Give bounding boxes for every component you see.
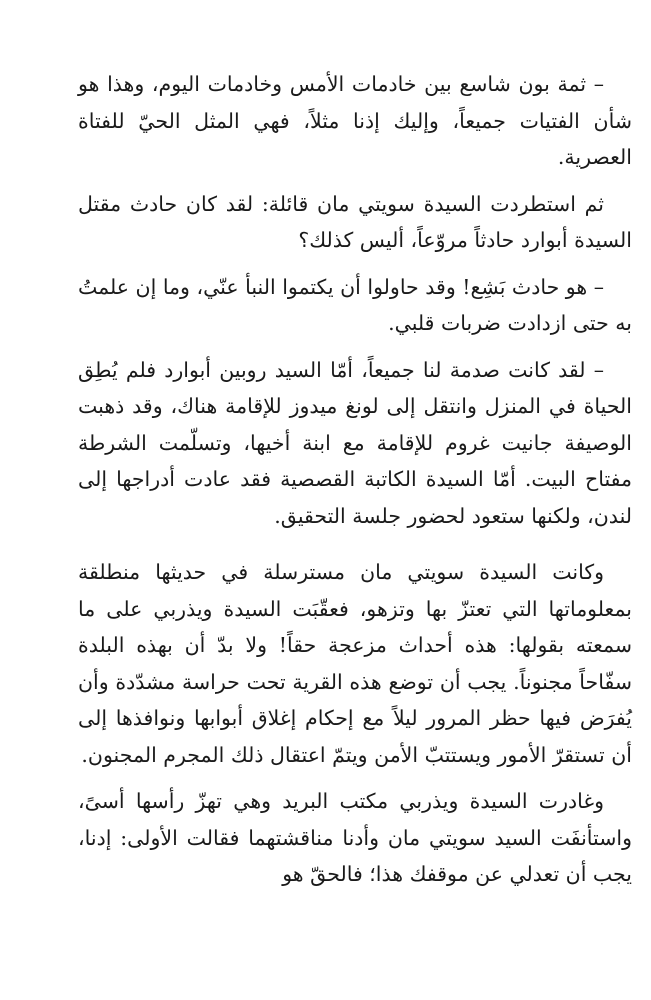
paragraph-5: وكانت السيدة سويتي مان مسترسلة في حديثها منطلقة بمعلوماتها التي تعتزّ بها وتزهو، فعقّبَت السيدة ويذربي على ما سمعته بقولها: هذه أحداث مزعجة حقاً! ولا بدّ أن بهذه البلدة سفّاحاً مجنوناً. يجب أن توضع هذه القرية تحت حراسة مشدّدة وأن يُفرَض فيها حظر المرور ليلاً مع إحكام إغلاق أبوابها ونوافذها إلى أن تستقرّ الأمور ويستتبّ الأمن ويتمّ اعتقال ذلك المجرم المجنون. xyxy=(78,560,632,767)
paragraph-6: وغادرت السيدة ويذربي مكتب البريد وهي تهزّ رأسها أسىً، واستأنفَت السيد سويتي مان وأدنا مناقشتهما فقالت الأولى: إدنا، يجب أن تعدلي عن موقفك هذا؛ فالحقّ هو xyxy=(78,789,632,886)
paragraph-3: – هو حادث بَشِع! وقد حاولوا أن يكتموا النبأ عنّي، وما إن علمتُ به حتى ازدادت ضربات قلبي. xyxy=(78,274,632,335)
paragraph-2: ثم استطردت السيدة سويتي مان قائلة: لقد كان حادث مقتل السيدة أبوارد حادثاً مروّعاً، أليس كذلك؟ xyxy=(78,191,632,252)
paragraph-1: – ثمة بون شاسع بين خادمات الأمس وخادمات اليوم، وهذا هو شأن الفتيات جميعاً، وإليك إذنا مثلاً، فهي المثل الحيّ للفتاة العصرية. xyxy=(78,72,632,169)
paragraph-4: – لقد كانت صدمة لنا جميعاً، أمّا السيد روبين أبوارد فلم يُطِق الحياة في المنزل وانتقل إلى لونغ ميدوز للإقامة هناك، وقد ذهبت الوصيفة جانيت غروم للإقامة مع ابنة أخيها، وتسلّمت الشرطة مفتاح البيت. أمّا السيدة الكاتبة القصصية فقد عادت أدراجها إلى لندن، ولكنها ستعود لحضور جلسة التحقيق. xyxy=(78,357,632,528)
book-page xyxy=(78,66,632,903)
